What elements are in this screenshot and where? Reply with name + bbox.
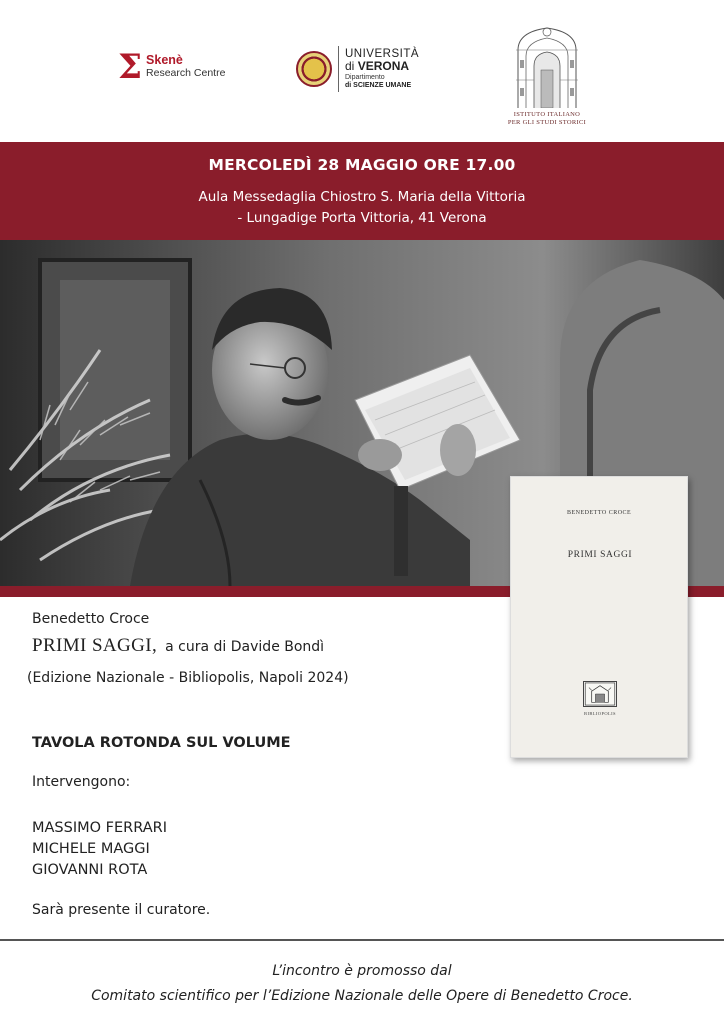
univr-line3: Dipartimento	[345, 74, 385, 81]
book-cover-publisher: BIBLIOPOLIS	[584, 711, 616, 716]
speakers-list	[32, 818, 167, 881]
publisher-emblem-icon	[583, 681, 617, 707]
speaker-item: GIOVANNI ROTA	[32, 862, 148, 878]
book-cover-author: BENEDETTO CROCE	[567, 510, 632, 516]
book-edition: (Edizione Nazionale - Bibliopolis, Napoli 2024)	[27, 670, 349, 686]
speaker-item: MASSIMO FERRARI	[32, 820, 167, 836]
footer-divider	[0, 939, 724, 941]
isis-logo	[506, 20, 588, 127]
book-cover	[510, 476, 688, 758]
univr-line4: di SCIENZE UMANE	[345, 82, 412, 89]
book-title: PRIMI SAGGI,	[32, 635, 158, 656]
isis-line2: PER GLI STUDI STORICI	[507, 119, 587, 126]
book-editor: a cura di Davide Bondì	[165, 639, 325, 655]
event-date: MERCOLEDÌ 28 MAGGIO ORE 17.00	[208, 156, 516, 174]
logo-divider	[338, 46, 339, 92]
speakers-label: Intervengono:	[32, 774, 131, 790]
footer-line1: L’incontro è promosso dal	[272, 963, 452, 979]
skene-name: Skenè	[146, 53, 183, 67]
event-banner	[0, 142, 724, 240]
palace-facade-icon	[512, 20, 582, 108]
university-seal-icon	[296, 51, 332, 87]
roundtable-heading: TAVOLA ROTONDA SUL VOLUME	[32, 735, 291, 751]
footer-line2: Comitato scientifico per l’Edizione Nazionale delle Opere di Benedetto Croce.	[91, 988, 633, 1004]
univr-logo	[296, 46, 419, 92]
book-author: Benedetto Croce	[32, 611, 150, 627]
skene-logo	[118, 47, 226, 87]
event-place-line2: - Lungadige Porta Vittoria, 41 Verona	[237, 210, 487, 226]
event-place-line1: Aula Messedaglia Chiostro S. Maria della Vittoria	[198, 189, 526, 205]
sigma-icon: Σ	[118, 47, 143, 87]
skene-subtitle: Research Centre	[146, 67, 226, 79]
header-logos	[0, 0, 724, 142]
book-cover-title: PRIMI SAGGI	[567, 550, 633, 560]
univr-line2: di VERONA	[345, 59, 410, 73]
speaker-item: MICHELE MAGGI	[32, 841, 150, 857]
curator-note: Sarà presente il curatore.	[32, 902, 211, 918]
univr-line1: UNIVERSITÀ	[345, 48, 420, 60]
book-title-line	[32, 635, 324, 657]
isis-line1: ISTITUTO ITALIANO	[513, 111, 581, 118]
